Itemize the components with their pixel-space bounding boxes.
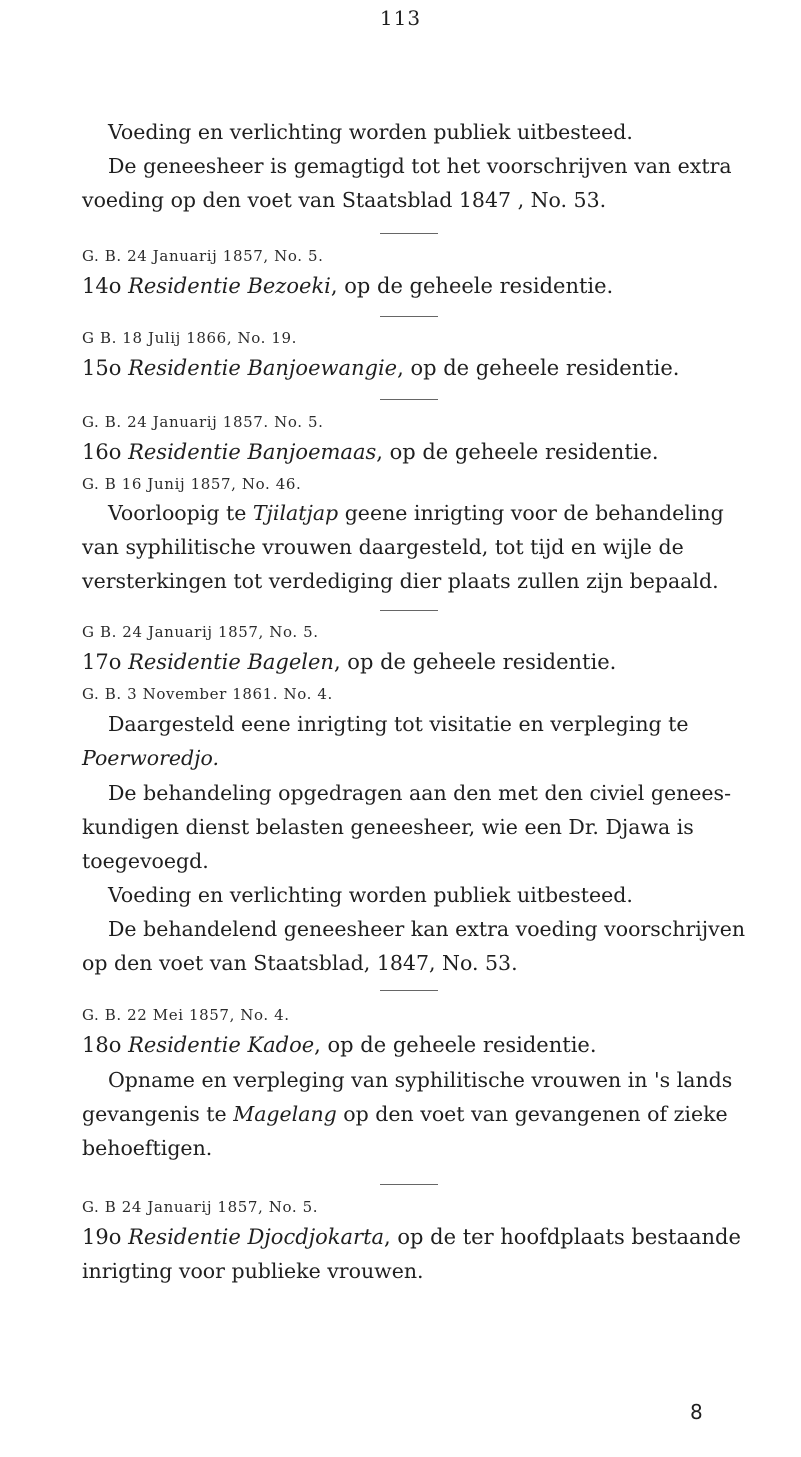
section-divider — [380, 990, 438, 991]
paragraph-line — [108, 499, 724, 527]
entry-number: 18o — [82, 1033, 122, 1057]
entry-residency: Residentie Bezoeki — [128, 274, 331, 298]
paragraph-line: Voeding en verlichting worden publiek uitbesteed. — [108, 883, 633, 907]
paragraph-line: kundigen dienst belasten geneesheer, wie een Dr. Djawa is — [82, 815, 694, 839]
paragraph-line — [82, 1100, 728, 1128]
reference-line: G. B. 24 Januarij 1857. No. 5. — [82, 413, 324, 431]
text-run: geene inrigting voor de behandeling — [338, 501, 724, 525]
reference-line: G. B 16 Junij 1857, No. 46. — [82, 475, 302, 493]
section-divider — [380, 1184, 438, 1185]
reference-line: G B. 24 Januarij 1857, No. 5. — [82, 623, 319, 641]
reference-line: G. B. 22 Mei 1857, No. 4. — [82, 1006, 290, 1024]
entry-number: 15o — [82, 356, 122, 380]
entry-number: 19o — [82, 1225, 122, 1249]
text-run: gevangenis te — [82, 1102, 234, 1126]
entry-residency: Residentie Banjoewangie — [128, 356, 398, 380]
section-divider — [380, 233, 438, 234]
entry-14 — [82, 272, 613, 300]
entry-number: 16o — [82, 440, 122, 464]
entry-residency: Residentie Bagelen — [128, 650, 334, 674]
intro-line-3: voeding op den voet van Staatsblad 1847 , No. 53. — [82, 188, 607, 212]
entry-text: , op de geheele residentie. — [330, 274, 614, 298]
entry-19 — [82, 1223, 741, 1251]
section-divider — [380, 610, 438, 611]
reference-line: G. B. 24 Januarij 1857, No. 5. — [82, 247, 324, 265]
entry-text: , op de geheele residentie. — [314, 1033, 597, 1057]
reference-line: G. B 24 Januarij 1857, No. 5. — [82, 1198, 319, 1216]
paragraph-line: op den voet van Staatsblad, 1847, No. 53. — [82, 951, 518, 975]
entry-residency: Residentie Banjoemaas — [128, 440, 377, 464]
paragraph-line: De behandeling opgedragen aan den met den civiel genees- — [108, 781, 731, 805]
text-run: Poerworedjo. — [82, 746, 220, 770]
text-run: op den voet van gevangenen of zieke — [336, 1102, 728, 1126]
section-divider — [380, 399, 438, 400]
entry-18 — [82, 1031, 597, 1059]
reference-line: G B. 18 Julij 1866, No. 19. — [82, 329, 298, 347]
signature-mark: 8 — [690, 1400, 703, 1424]
entry-residency: Residentie Kadoe — [128, 1033, 315, 1057]
entry-text: , op de geheele residentie. — [397, 356, 680, 380]
entry-15 — [82, 354, 679, 382]
paragraph-line: De behandelend geneesheer kan extra voeding voorschrijven — [108, 917, 746, 941]
reference-line: G. B. 3 November 1861. No. 4. — [82, 685, 333, 703]
place-name — [82, 744, 219, 772]
entry-number: 17o — [82, 650, 122, 674]
entry-text: , op de ter hoofdplaats bestaande — [384, 1225, 741, 1249]
paragraph-line: Daargesteld eene inrigting tot visitatie en verpleging te — [108, 712, 689, 736]
entry-number: 14o — [82, 274, 122, 298]
paragraph-line: versterkingen tot verdediging dier plaats zullen zijn bepaald. — [82, 569, 719, 593]
paragraph-line: behoeftigen. — [82, 1136, 213, 1160]
entry-residency: Residentie Djocdjokarta — [128, 1225, 385, 1249]
entry-17 — [82, 648, 616, 676]
place-name: Tjilatjap — [252, 501, 339, 525]
page-number: 113 — [379, 6, 422, 30]
paragraph-line: inrigting voor publieke vrouwen. — [82, 1259, 424, 1283]
place-name: Magelang — [233, 1102, 337, 1126]
paragraph-line: van syphilitische vrouwen daargesteld, tot tijd en wijle de — [82, 535, 684, 559]
section-divider — [380, 316, 438, 317]
intro-line-2: De geneesheer is gemagtigd tot het voorschrijven van extra — [108, 154, 732, 178]
intro-line-1: Voeding en verlichting worden publiek uitbesteed. — [108, 120, 633, 144]
entry-text: , op de geheele residentie. — [376, 440, 659, 464]
paragraph-line: Opname en verpleging van syphilitische vrouwen in 's lands — [108, 1068, 733, 1092]
paragraph-line: toegevoegd. — [82, 849, 209, 873]
text-run: Voorloopig te — [108, 501, 253, 525]
entry-16 — [82, 438, 659, 466]
entry-text: , op de geheele residentie. — [333, 650, 617, 674]
